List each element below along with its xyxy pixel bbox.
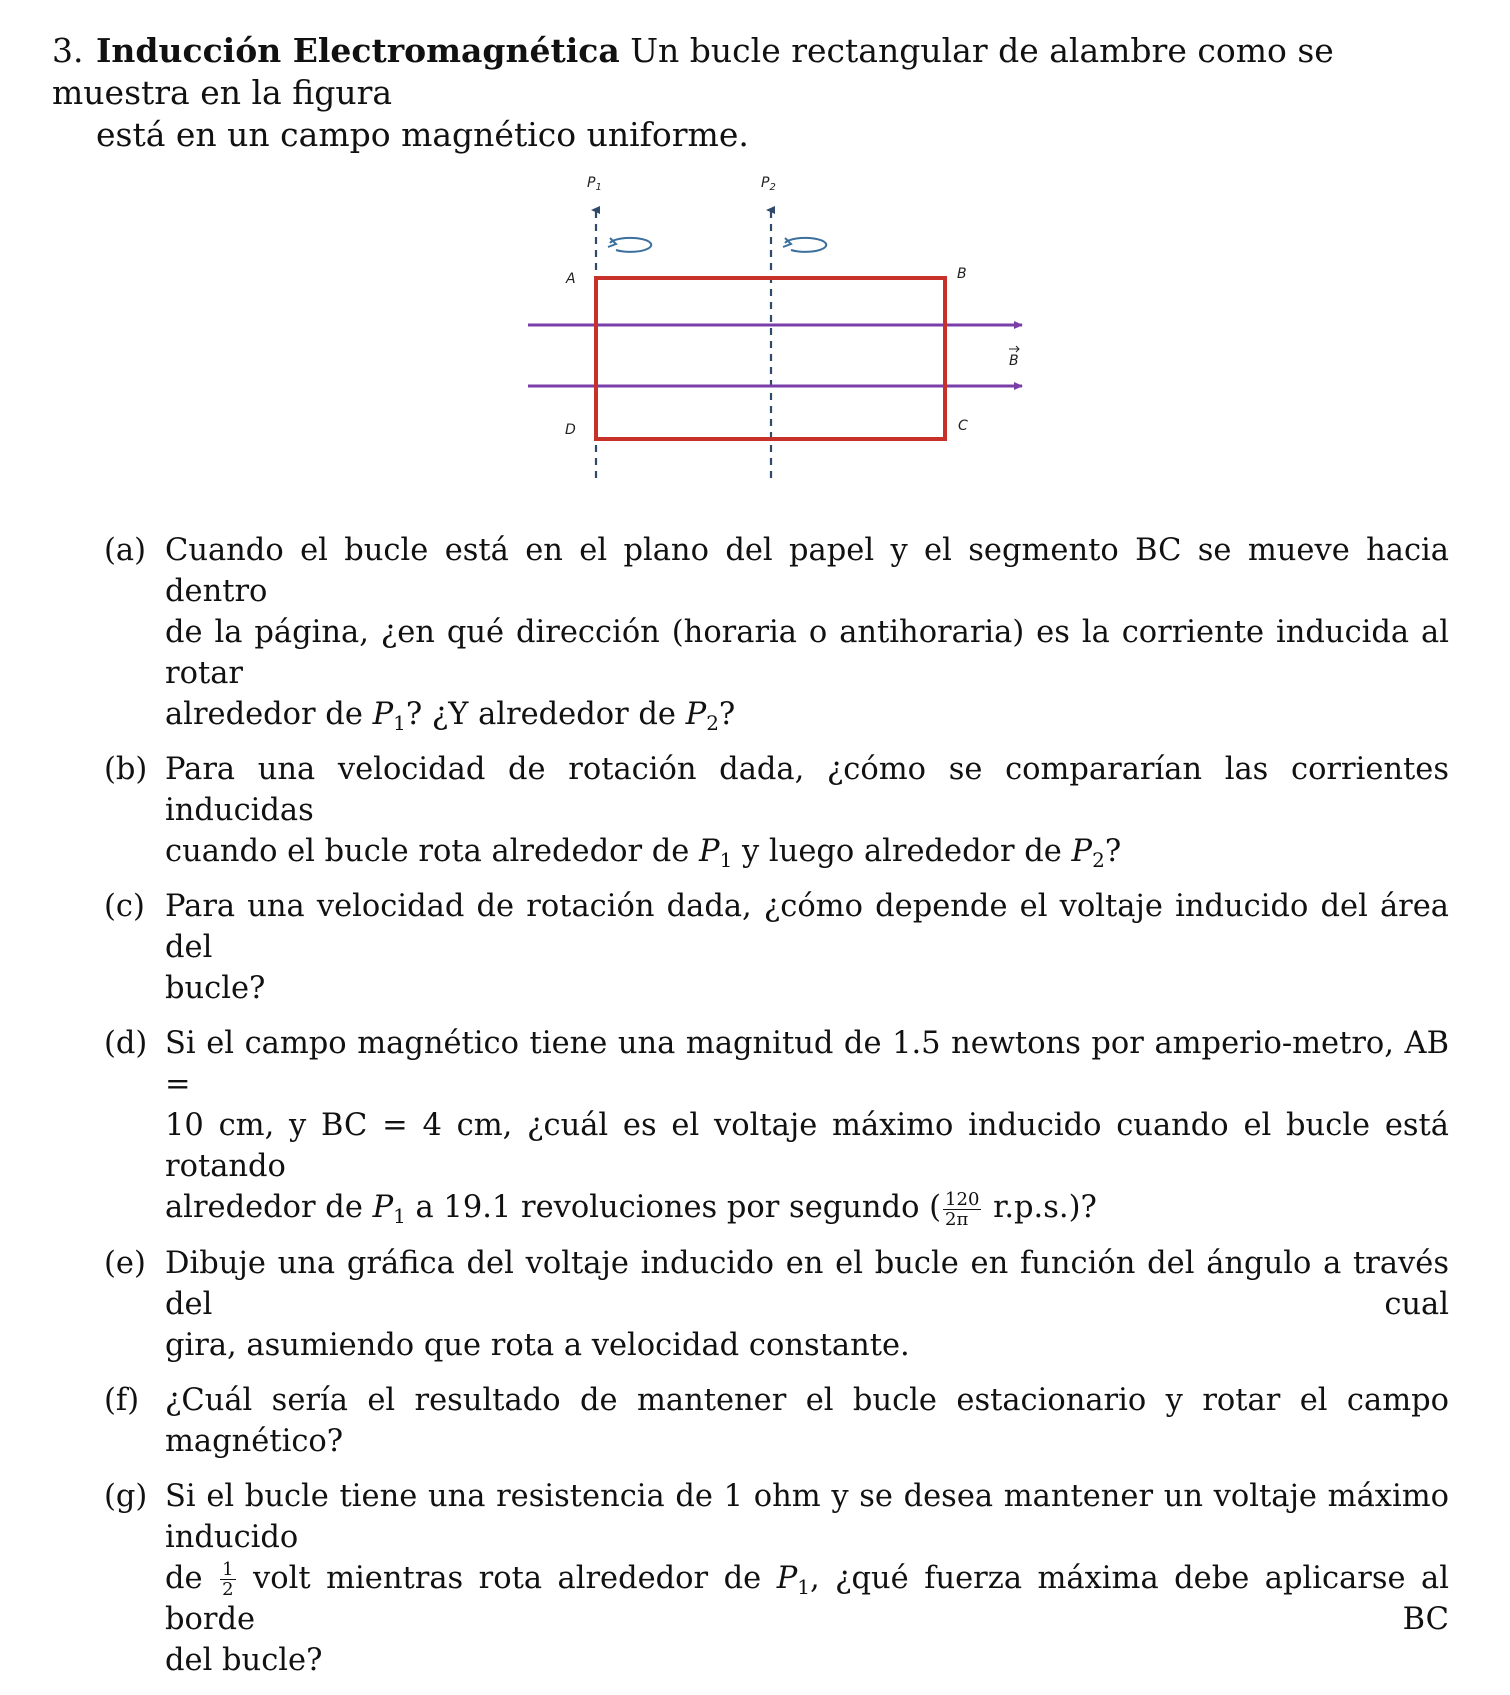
rotation-arrow-icon — [783, 238, 826, 252]
fraction: $\frac{120}{2\pi}$ — [945, 1188, 980, 1230]
question-text: Para una velocidad de rotación dada, ¿cómo se compararían las corrientes inducidas cuando el bucle rota alrededor de $P_1$ y luego alrededor de $P_2$? — [165, 752, 1449, 872]
loop-diagram — [520, 160, 1040, 490]
question-c — [104, 886, 1449, 1009]
label-d: D — [565, 422, 576, 438]
question-label: (g) — [104, 1478, 148, 1514]
question-label: (f) — [104, 1382, 140, 1418]
label-c: C — [958, 418, 968, 434]
problem-title: Inducción Electromagnética — [96, 31, 620, 70]
question-label: (c) — [104, 889, 145, 924]
label-b: B — [957, 266, 967, 282]
label-a: A — [566, 271, 576, 287]
question-b — [104, 749, 1449, 872]
problem-intro-line1 — [52, 30, 1452, 114]
svg-text:B: B — [1009, 353, 1019, 369]
problem-number: 3. — [52, 31, 84, 70]
question-label: (b) — [104, 752, 148, 787]
question-list — [104, 530, 1449, 1695]
question-a — [104, 530, 1449, 735]
problem-header — [52, 30, 1452, 156]
question-text: ¿Cuál sería el resultado de mantener el bucle estacionario y rotar el campo magnético? — [165, 1382, 1449, 1459]
fraction: $\frac{1}{2}$ — [222, 1559, 234, 1600]
question-label: (e) — [104, 1245, 146, 1281]
question-label: (a) — [104, 533, 146, 568]
question-g — [104, 1476, 1449, 1682]
question-e — [104, 1243, 1449, 1366]
problem-intro-text: Un bucle rectangular de alambre como se muestra en la figura — [52, 31, 1334, 112]
loop-figure — [520, 160, 1040, 490]
question-label: (d) — [104, 1026, 148, 1061]
question-f — [104, 1380, 1449, 1462]
question-text: Si el campo magnético tiene una magnitud de 1.5 newtons por amperio-metro, AB = 10 cm, y BC = 4 cm, ¿cuál es el voltaje máximo inducido cuando el bucle está rotando alrededor de $P_1$ a 19.1 revoluciones por segundo ( $\frac{120}{2\pi}$ r.p.s.)? — [165, 1026, 1449, 1230]
question-text: Cuando el bucle está en el plano del papel y el segmento BC se mueve hacia dentro de la página, ¿en qué dirección (horaria o antihoraria) es la corriente inducida al rotar alrededor de $P_1$? ¿Y alrededor de $P_2$? — [165, 533, 1449, 735]
label-p1: $P_1$ — [587, 175, 602, 193]
problem-intro-line2: está en un campo magnético uniforme. — [96, 115, 749, 154]
question-text: Para una velocidad de rotación dada, ¿cómo depende el voltaje inducido del área del bucle? — [165, 889, 1449, 1006]
question-text: Dibuje una gráfica del voltaje inducido en el bucle en función del ángulo a través del cual gira, asumiendo que rota a velocidad constante. — [165, 1245, 1449, 1363]
label-field-b — [1009, 346, 1019, 369]
rotation-arrow-icon — [608, 238, 651, 252]
label-p2: $P_2$ — [761, 175, 776, 193]
question-text: Si el bucle tiene una resistencia de 1 ohm y se desea mantener un voltaje máximo inducido de $\frac{1}{2}$ volt mientras rota alrededor de $P_1$, ¿qué fuerza máxima debe aplicarse al borde BC del bucle? — [165, 1478, 1449, 1678]
question-d — [104, 1023, 1449, 1229]
